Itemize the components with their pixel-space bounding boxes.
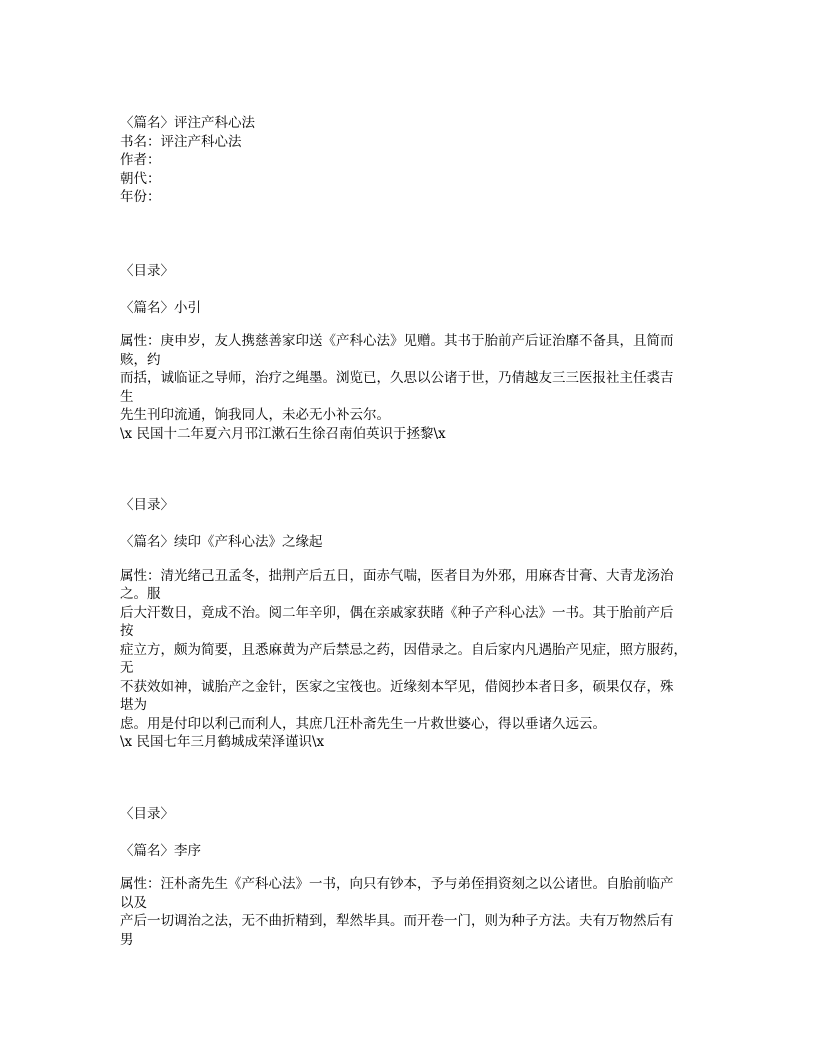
toc-label: 〈目录〉	[120, 497, 174, 513]
section	[120, 496, 700, 752]
book-metadata	[120, 114, 700, 207]
body-line: 赅，约	[120, 351, 161, 368]
toc-label: 〈目录〉	[120, 262, 174, 279]
body-line: 按	[120, 623, 134, 639]
body-line: 产后一切调治之法，无不曲折精到，犁然毕具。而开卷一门，则为种子方法。夫有万物然后有	[120, 913, 674, 929]
section	[120, 805, 700, 950]
body-line: 属性：汪朴斋先生《产科心法》一书，向只有钞本，予与弟侄捐资刻之以公诸世。自胎前临产	[120, 876, 674, 892]
body-line: 生	[120, 388, 134, 405]
body-line: 属性：清光绪己丑孟冬，拙荆产后五日，面赤气喘，医者目为外邪，用麻杏甘膏、大青龙汤治	[120, 567, 674, 584]
body-line: 之。服	[120, 586, 161, 602]
author: 作者：	[120, 152, 161, 168]
body-line: \x 民国十二年夏六月邗江漱石生徐召南伯英识于拯黎\x	[120, 425, 446, 442]
body-line: 不获效如神，诚胎产之金针，医家之宝筏也。近缘刻本罕见，借阅抄本者日多，硕果仅存，殊	[120, 678, 674, 695]
body-line: 男	[120, 931, 134, 948]
body-line: 堪为	[120, 697, 147, 713]
section-title: 〈篇名〉续印《产科心法》之缘起	[120, 534, 323, 550]
body-line: 无	[120, 660, 134, 676]
section-title: 〈篇名〉小引	[120, 299, 201, 316]
body-line: 后大汗数日，竟成不治。阅二年辛卯，偶在亲戚家获睹《种子产科心法》一书。其于胎前产后	[120, 604, 674, 621]
book-name: 书名：评注产科心法	[120, 133, 242, 150]
toc-label: 〈目录〉	[120, 805, 174, 822]
body-line: \x 民国七年三月鹤城成荣泽谨识\x	[120, 734, 325, 750]
body-line: 虑。用是付印以利己而利人，其庶几汪朴斋先生一片救世婆心，得以垂诸久远云。	[120, 715, 606, 732]
body-line: 而括，诚临证之导师，治疗之绳墨。浏览已，久思以公诸于世，乃倩越友三三医报社主任裘吉	[120, 370, 674, 386]
chapter-name: 〈篇名〉评注产科心法	[120, 115, 255, 131]
section-title: 〈篇名〉李序	[120, 842, 201, 859]
year: 年份：	[120, 189, 161, 205]
dynasty: 朝代：	[120, 170, 161, 187]
body-line: 以及	[120, 894, 147, 911]
body-line: 症立方，颇为简要，且悉麻黄为产后禁忌之药，因借录之。自后家内凡遇胎产见症，照方服药，	[120, 641, 687, 658]
document-page	[120, 114, 700, 1002]
section	[120, 262, 700, 444]
body-line: 属性：庚申岁，友人携慈善家印送《产科心法》见赠。其书于胎前产后证治靡不备具，且简而	[120, 333, 674, 349]
body-line: 先生刊印流通，饷我同人，未必无小补云尔。	[120, 407, 390, 423]
